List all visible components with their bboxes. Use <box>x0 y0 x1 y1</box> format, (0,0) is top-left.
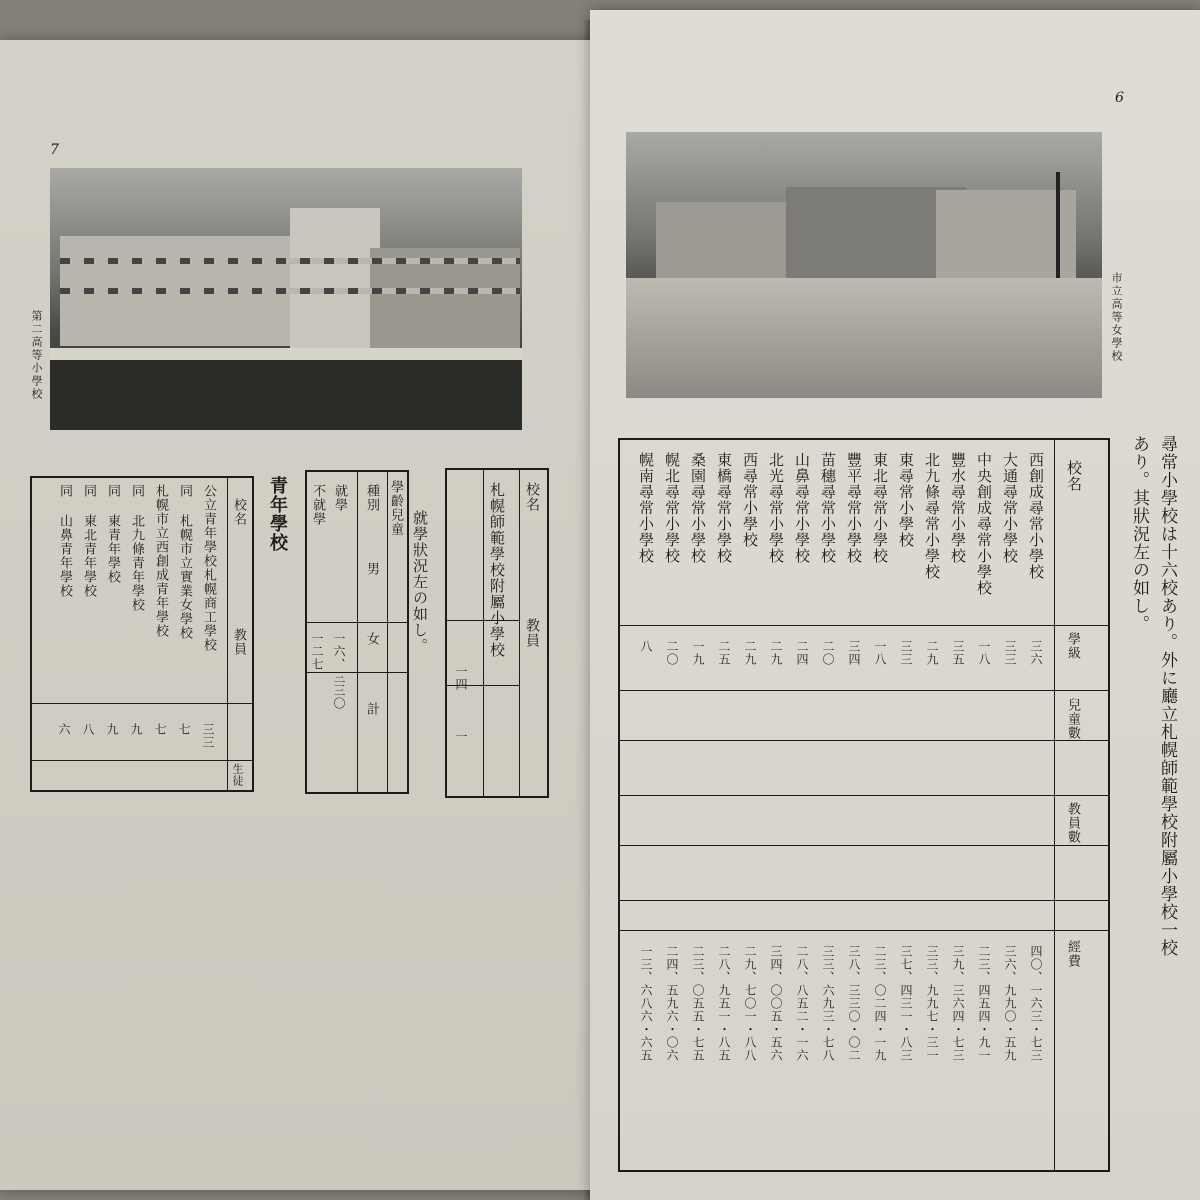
age-total-header: 計 <box>364 702 379 716</box>
youth-row-teachers: 九 <box>129 723 143 736</box>
expense-cell: 二四、五九六・〇六 <box>665 945 679 1062</box>
school-name: 幌南尋常小學校 <box>637 452 655 564</box>
youth-row-teachers: 六 <box>57 723 71 736</box>
age-title: 學齡兒童 <box>388 480 403 536</box>
classes-cell: 一九 <box>691 640 705 666</box>
youth-row-teachers: 三三 <box>201 723 215 749</box>
school-name: 苗穗尋常小學校 <box>819 452 837 564</box>
expense-cell: 二三、〇五五・七五 <box>691 945 705 1062</box>
age-female-header: 女 <box>364 632 379 646</box>
photo-caption: 第二高等小學校 <box>30 310 43 401</box>
header-classes: 學級 <box>1065 632 1080 660</box>
classes-cell: 一八 <box>977 640 991 666</box>
youth-row-teachers: 七 <box>177 723 191 736</box>
youth-school-table <box>30 476 254 792</box>
classes-cell: 三六 <box>1029 640 1043 666</box>
normal-school-table <box>445 468 549 798</box>
school-name: 豐水尋常小學校 <box>949 452 967 564</box>
header-teachers: 教員數 <box>1065 802 1080 844</box>
expense-cell: 二三、〇二四・一九 <box>873 945 887 1062</box>
school-name: 東尋常小學校 <box>897 452 915 548</box>
youth-row-name: 同 北九條青年學校 <box>129 484 144 612</box>
youth-school-title: 青年學校 <box>267 476 288 552</box>
school-name: 西創成尋常小學校 <box>1027 452 1045 580</box>
classes-cell: 八 <box>639 640 653 653</box>
expense-cell: 三三、九九七・三一 <box>925 945 939 1062</box>
header-pupils: 兒童數 <box>1065 698 1080 740</box>
classes-cell: 一八 <box>873 640 887 666</box>
school-name: 幌北尋常小學校 <box>663 452 681 564</box>
youth-row-name: 同 山鼻青年學校 <box>57 484 72 598</box>
school-name: 東北尋常小學校 <box>871 452 889 564</box>
school-name: 豐平尋常小學校 <box>845 452 863 564</box>
youth-header-students: 生徒 <box>231 763 244 787</box>
youth-header-school: 校名 <box>231 498 246 526</box>
school-photo <box>626 132 1102 398</box>
school-name: 札幌師範學校附屬小學校 <box>488 482 506 658</box>
age-row-not-enrolled: 不就學 <box>310 484 325 526</box>
youth-row-name: 同 東青年學校 <box>105 484 120 584</box>
school-name: 桑園尋常小學校 <box>689 452 707 564</box>
header-expense: 經費 <box>1065 940 1080 968</box>
right-page <box>590 10 1200 1200</box>
school-name: 北光尋常小學校 <box>767 452 785 564</box>
elementary-schools-table <box>618 438 1110 1172</box>
page-number: 6 <box>1115 90 1124 106</box>
youth-row-name: 札幌市立西創成青年學校 <box>153 484 168 638</box>
expense-cell: 三三、六九三・七八 <box>821 945 835 1062</box>
youth-row-name: 公立青年學校札幌商工學校 <box>201 484 216 652</box>
header-school: 校名 <box>1065 460 1083 492</box>
classes-cell: 二〇 <box>665 640 679 666</box>
school-name: 北九條尋常小學校 <box>923 452 941 580</box>
classes-cell: 三四 <box>847 640 861 666</box>
school-name: 大通尋常小學校 <box>1001 452 1019 564</box>
classes-cell: 三三 <box>1003 640 1017 666</box>
classes-cell: 三三 <box>899 640 913 666</box>
age-male-header: 男 <box>364 562 379 576</box>
youth-header-teachers: 教員 <box>231 628 246 656</box>
classes-cell: 二九 <box>743 640 757 666</box>
school-photo <box>50 168 522 430</box>
classes-cell: 二五 <box>717 640 731 666</box>
classes-cell: 二四 <box>795 640 809 666</box>
school-name: 山鼻尋常小學校 <box>793 452 811 564</box>
intro-line-1: 尋常小學校は十六校あり。外に廳立札幌師範學校附屬小學校一校 <box>1157 435 1177 957</box>
enrollment-note: 就學狀況左の如し。 <box>411 510 429 654</box>
youth-row-name: 同 札幌市立實業女學校 <box>177 484 192 640</box>
school-name: 中央創成尋常小學校 <box>975 452 993 596</box>
classes-cell: 二九 <box>925 640 939 666</box>
classes-cell: 二九 <box>769 640 783 666</box>
expense-cell: 一三、六八六・六五 <box>639 945 653 1062</box>
youth-row-teachers: 八 <box>81 723 95 736</box>
enrolled-male: 一六、三三〇 <box>332 632 346 710</box>
expense-cell: 二八、九五一・八五 <box>717 945 731 1062</box>
teachers-male: 一四 <box>454 665 468 691</box>
expense-cell: 三四、〇〇五・五六 <box>769 945 783 1062</box>
expense-cell: 三八、三三〇・〇二 <box>847 945 861 1062</box>
age-kind-header: 種別 <box>364 484 379 512</box>
youth-row-teachers: 九 <box>105 723 119 736</box>
not-enrolled-male: 一二七 <box>310 632 324 671</box>
expense-cell: 三六、九九〇・五九 <box>1003 945 1017 1062</box>
page-number: 7 <box>50 142 59 158</box>
classes-cell: 三五 <box>951 640 965 666</box>
youth-row-name: 同 東北青年學校 <box>81 484 96 598</box>
expense-cell: 二三、四五四・九一 <box>977 945 991 1062</box>
expense-cell: 四〇、一六三・七三 <box>1029 945 1043 1062</box>
expense-cell: 二八、八五二・一六 <box>795 945 809 1062</box>
youth-row-teachers: 七 <box>153 723 167 736</box>
left-page <box>0 40 600 1190</box>
expense-cell: 三九、三六四・七三 <box>951 945 965 1062</box>
school-name: 西尋常小學校 <box>741 452 759 548</box>
header-teachers: 教員 <box>524 618 540 648</box>
header-school: 校名 <box>524 482 540 512</box>
age-row-enrolled: 就學 <box>332 484 347 512</box>
classes-cell: 二〇 <box>821 640 835 666</box>
expense-cell: 三七、四三一・八三 <box>899 945 913 1062</box>
school-name: 東橋尋常小學校 <box>715 452 733 564</box>
expense-cell: 二九、七〇一・八八 <box>743 945 757 1062</box>
teachers-female: 一 <box>454 730 468 743</box>
photo-caption: 市立高等女學校 <box>1110 272 1123 363</box>
intro-line-2: あり。其狀況左の如し。 <box>1129 435 1149 633</box>
school-age-table <box>305 470 409 794</box>
